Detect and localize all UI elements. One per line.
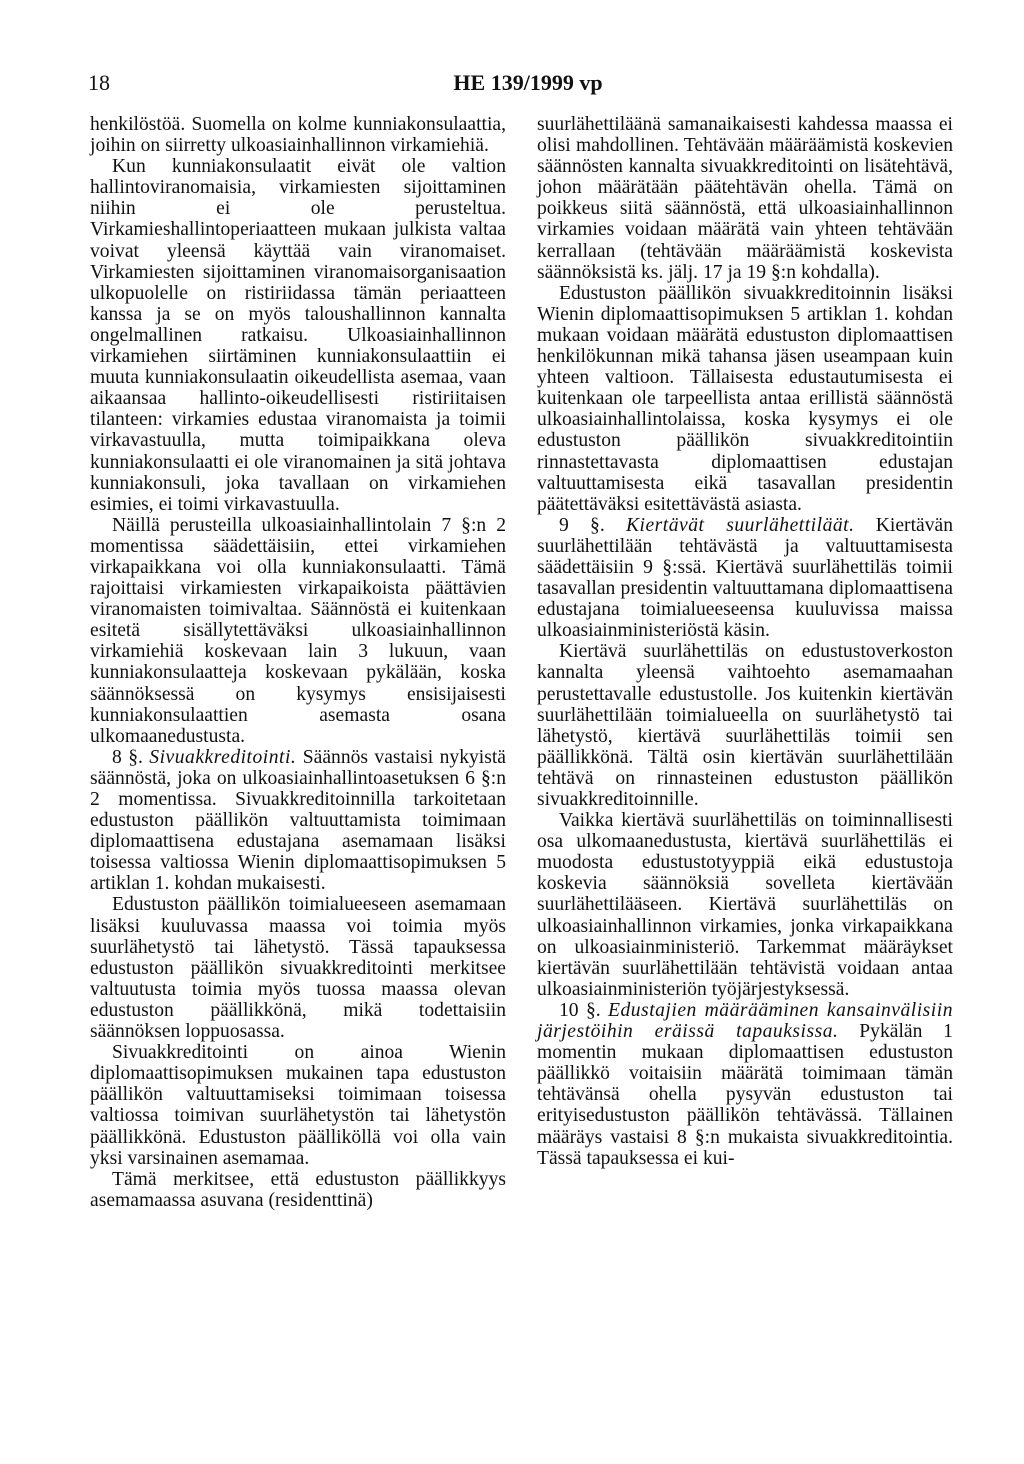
right-column [537,114,953,1169]
paragraph: suurlähettiläänä samanaikaisesti kahdessa maassa ei olisi mahdollinen. Tehtävään määräämistä koskevien säännösten kannalta sivuakkreditointi on lisätehtävä, johon määrätään päätehtävän ohella. Tämä on poikkeus siitä säännöstä, että ulkoasiainhallinnon virkamies voidaan määrätä vain yhteen tehtävään kerrallaan (tehtävään määräämistä koskevista säännöksistä ks. jälj. 17 ja 19 §:n kohdalla). [537,114,953,283]
paragraph: Tämä merkitsee, että edustuston päällikkyys asemamaassa asuvana (residenttinä) [90,1168,506,1211]
section-title: Kiertävät suurlähettiläät. [625,514,855,536]
page-header [88,70,968,100]
paragraph: Vaikka kiertävä suurlähettiläs on toiminnallisesti osa ulkomaanedustusta, kiertävä suurlähettiläs ei muodosta edustustotyyppiä eikä edustustoja koskevia säännöksiä sovelleta kiertävään suurlähettilääseen. Kiertävä suurlähettiläs on ulkoasiainhallinnon virkamies, jonka virkapaikkana on ulkoasiainministeriö. Tarkemmat määräykset kiertävän suurlähettilään tehtävistä voidaan antaa ulkoasiainministeriön työjärjestyksessä. [537,810,953,1000]
paragraph: Kun kunniakonsulaatit eivät ole valtion hallintoviranomaisia, virkamiesten sijoittaminen niihin ei ole perusteltua. Virkamieshallintoperiaatteen mukaan julkista valtaa voivat yleensä käyttää vain viranomaiset. Virkamiesten sijoittaminen viranomaisorganisaation ulkopuolelle on ristiriidassa tämän periaatteen kanssa ja se on myös taloushallinnon kannalta ongelmallinen ratkaisu. Ulkoasiainhallinnon virkamiehen siirtäminen kunniakonsulaattiin ei muuta kunniakonsulaatin oikeudellista asemaa, vaan aikaansaa hallinto-oikeudellisesti ristiriitaisen tilanteen: virkamies edustaa viranomaista ja toimii virkavastuulla, mutta toimipaikkana oleva kunniakonsulaatti ei ole viranomainen ja sitä johtava kunniakonsuli, joka tavallaan on virkamiehen esimies, ei toimi virkavastuulla. [90,156,506,515]
section-number: 10 §. [559,999,601,1021]
section-title: Edustajien määrääminen kansainvälisiin järjestöihin eräissä tapauksissa. [537,999,953,1043]
section-paragraph [90,747,506,895]
section-paragraph [537,1000,953,1169]
section-number: 8 §. [112,746,143,768]
section-text: Pykälän 1 momentin mukaan diplomaattisen edustuston päällikkö voitaisiin määrätä toimimaan tämän tehtävänsä ohella pysyvän edustuston tai erityisedustuston päällikön tehtävässä. Tällainen määräys vastaisi 8 §:n mukaista sivuakkreditointia. Tässä tapauksessa ei kui- [537,1021,953,1169]
paragraph: henkilöstöä. Suomella on kolme kunniakonsulaattia, joihin on siirretty ulkoasiainhallinnon virkamiehiä. [90,114,506,157]
paragraph: Näillä perusteilla ulkoasiainhallintolain 7 §:n 2 momentissa säädettäisiin, ettei virkamiehen virkapaikkana voi olla kunniakonsulaatti. Tämä rajoittaisi virkamiesten virkapaikoista päättävien viranomaisten toimivaltaa. Säännöstä ei kuitenkaan esitetä sisällytettäväksi ulkoasiainhallinnon virkamiehiä koskevaan lain 3 lukuun, vaan kunniakonsulaatteja koskevaan pykälään, koska säännöksessä on kysymys ensisijaisesti kunniakonsulaattien asemasta osana ulkomaanedustusta. [90,514,506,747]
paragraph: Edustuston päällikön toimialueeseen asemamaan lisäksi kuuluvassa maassa voi toimia myös suurlähetystö tai lähetystö. Tässä tapauksessa edustuston päällikön sivuakkreditointi merkitsee valtuutusta toimia myös tuossa maassa olevan edustuston päällikkönä, mikä todettaisiin säännöksen loppuosassa. [90,894,506,1043]
document-id: HE 139/1999 vp [453,70,603,95]
page-number: 18 [88,70,110,95]
section-number: 9 §. [559,514,605,536]
section-text: Säännös vastaisi nykyistä säännöstä, joka on ulkoasiainhallintoasetuksen 6 §:n 2 momentissa. Sivuakkreditoinnilla tarkoitetaan edustuston päällikön valtuuttamista toimimaan diplomaattisena edustajana asemamaan lisäksi toisessa valtiossa Wienin diplomaattisopimuksen 5 artiklan 1. kohdan mukaisesti. [90,746,506,895]
left-column [90,114,506,1211]
paragraph: Sivuakkreditointi on ainoa Wienin diplomaattisopimuksen mukainen tapa edustuston päällikön valtuuttamiseksi toimimaan toisessa valtiossa toimivan suurlähetystön tai lähetystön päällikkönä. Edustuston päälliköllä voi olla vain yksi varsinainen asemamaa. [90,1042,506,1169]
section-text: Kiertävän suurlähettilään tehtävästä ja valtuuttamisesta säädettäisiin 9 §:ssä. Kiertävä suurlähettiläs toimii tasavallan presidentin valtuuttamana diplomaattisena edustajana toimialueeseensa kuuluvissa maissa ulkoasiainministeriöstä käsin. [537,514,953,642]
paragraph: Kiertävä suurlähettiläs on edustustoverkoston kannalta yleensä vaihtoehto asemamaahan perustettavalle edustustolle. Jos kuitenkin kiertävän suurlähettilään toimialueella on suurlähetystö tai lähetystö, kiertävä suurlähettiläs toimii sen päällikkönä. Tältä osin kiertävän suurlähettilään tehtävä on rinnasteinen edustuston päällikön sivuakkreditoinnille. [537,641,953,810]
paragraph: Edustuston päällikön sivuakkreditoinnin lisäksi Wienin diplomaattisopimuksen 5 artiklan 1. kohdan mukaan voidaan määrätä edustuston diplomaattisen henkilökunnan mikä tahansa jäsen useampaan kuin yhteen valtioon. Tällaisesta edustautumisesta ei kuitenkaan ole tarpeellista antaa erillistä säännöstä ulkoasiainhallintolaissa, koska kysymys ei ole edustuston päällikön sivuakkreditointiin rinnastettavasta diplomaattisen edustajan valtuuttamisesta eikä tasavallan presidentin päätettäväksi esitettävästä asiasta. [537,282,953,515]
section-paragraph [537,515,953,642]
section-title: Sivuakkreditointi. [149,746,297,768]
